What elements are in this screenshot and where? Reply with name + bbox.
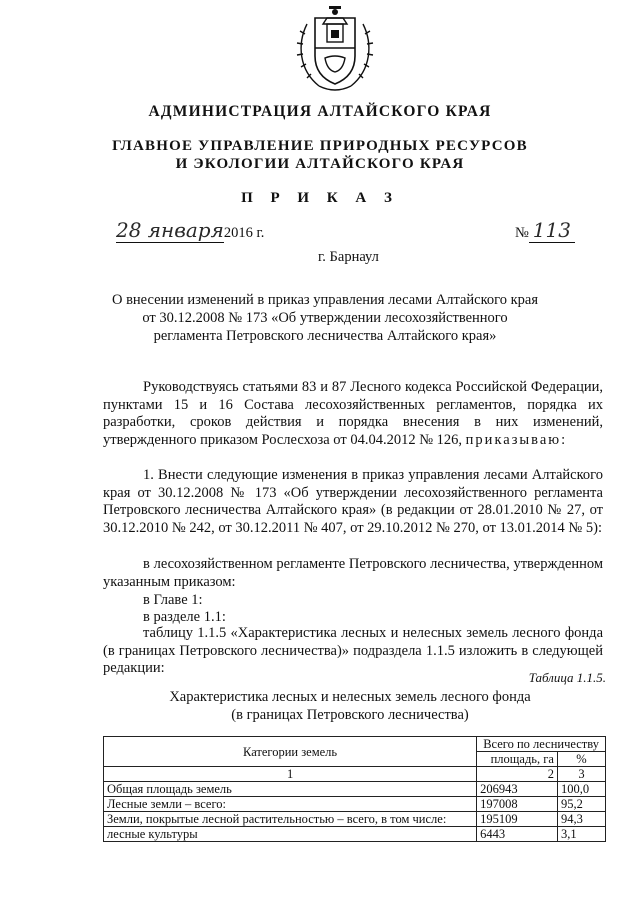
- land-characteristics-table: [103, 736, 606, 842]
- order-word: приказываю:: [465, 431, 568, 448]
- preamble-text: Руководствуясь статьями 83 и 87 Лесного кодекса Российской Федерации, пунктами 15 и 16 Состава лесохозяйственных регламентов, порядка их разработки, сроков действия и порядка внесения в них изменений, утвержденного приказом Рослесхоза от 04.04.2012 № 126,: [103, 379, 603, 448]
- land-category: лесные культуры: [104, 827, 477, 842]
- department-name-line1: ГЛАВНОЕ УПРАВЛЕНИЕ ПРИРОДНЫХ РЕСУРСОВ: [112, 138, 528, 154]
- table-title: [100, 688, 600, 724]
- percent-value: 3,1: [557, 827, 605, 842]
- order-year: 2016 г.: [223, 225, 265, 241]
- header-area: площадь, га: [477, 752, 558, 767]
- column-number: 1: [104, 767, 477, 782]
- header-category: Категории земель: [104, 737, 477, 767]
- area-value: 206943: [477, 782, 558, 797]
- handwritten-number: 113: [529, 218, 575, 243]
- percent-value: 95,2: [557, 797, 605, 812]
- order-number: [515, 218, 575, 243]
- coat-of-arms-emblem: [293, 4, 377, 96]
- order-date: [116, 218, 264, 243]
- header-total: Всего по лесничеству: [477, 737, 606, 752]
- percent-value: 94,3: [557, 812, 605, 827]
- column-number: 2: [477, 767, 558, 782]
- table-row: [104, 797, 606, 812]
- land-category: Лесные земли – всего:: [104, 797, 477, 812]
- table-header-row: [104, 737, 606, 752]
- subject-line1: О внесении изменений в приказ управления лесами Алтайского края: [111, 292, 539, 308]
- table-row: [104, 812, 606, 827]
- clause-1-paragraph: 1. Внести следующие изменения в приказ управления лесами Алтайского края от 30.12.2008 № 173 «Об утверждении лесохозяйственного регламента Петровского лесничества Алтайского края» (в редакции от 28.01.2010 № 27, от 30.12.2010 № 242, от 30.12.2011 № 407, от 29.10.2012 № 270, от 13.01.2014 № 5):: [103, 467, 603, 536]
- table-row: [104, 782, 606, 797]
- number-sign: №: [515, 225, 529, 241]
- issue-city: г. Барнаул: [318, 249, 379, 265]
- percent-value: 100,0: [557, 782, 605, 797]
- preamble-paragraph: [103, 379, 603, 449]
- table-row: [104, 827, 606, 842]
- area-value: 197008: [477, 797, 558, 812]
- table-caption: Таблица 1.1.5.: [528, 670, 606, 685]
- department-name: [0, 137, 640, 173]
- area-value: 6443: [477, 827, 558, 842]
- column-number: 3: [557, 767, 605, 782]
- document-type: П Р И К А З: [241, 190, 399, 206]
- section-paragraph: в разделе 1.1:: [143, 609, 226, 625]
- land-category: Общая площадь земель: [104, 782, 477, 797]
- regulation-paragraph: в лесохозяйственном регламенте Петровского лесничества, утвержденном указанным приказом:: [103, 556, 603, 590]
- subject-line3: регламента Петровского лесничества Алтайского края»: [153, 328, 497, 344]
- header-percent: %: [557, 752, 605, 767]
- handwritten-date: 28 января: [116, 218, 224, 242]
- area-value: 195109: [477, 812, 558, 827]
- table-instruction-paragraph: таблицу 1.1.5 «Характеристика лесных и нелесных земель лесного фонда (в границах Петровского лесничества)» подраздела 1.1.5 изложить в следующей редакции:: [103, 625, 603, 676]
- column-number-row: [104, 767, 606, 782]
- land-category: Земли, покрытые лесной растительностью – всего, в том числе:: [104, 812, 477, 827]
- order-subject: [90, 291, 560, 345]
- chapter-paragraph: в Главе 1:: [143, 592, 203, 608]
- organization-name: АДМИНИСТРАЦИЯ АЛТАЙСКОГО КРАЯ: [148, 103, 492, 120]
- table-title-line2: (в границах Петровского лесничества): [231, 707, 469, 723]
- department-name-line2: И ЭКОЛОГИИ АЛТАЙСКОГО КРАЯ: [175, 156, 465, 172]
- subject-line2: от 30.12.2008 № 173 «Об утверждении лесохозяйственного: [142, 310, 508, 326]
- table-title-line1: Характеристика лесных и нелесных земель лесного фонда: [169, 689, 531, 705]
